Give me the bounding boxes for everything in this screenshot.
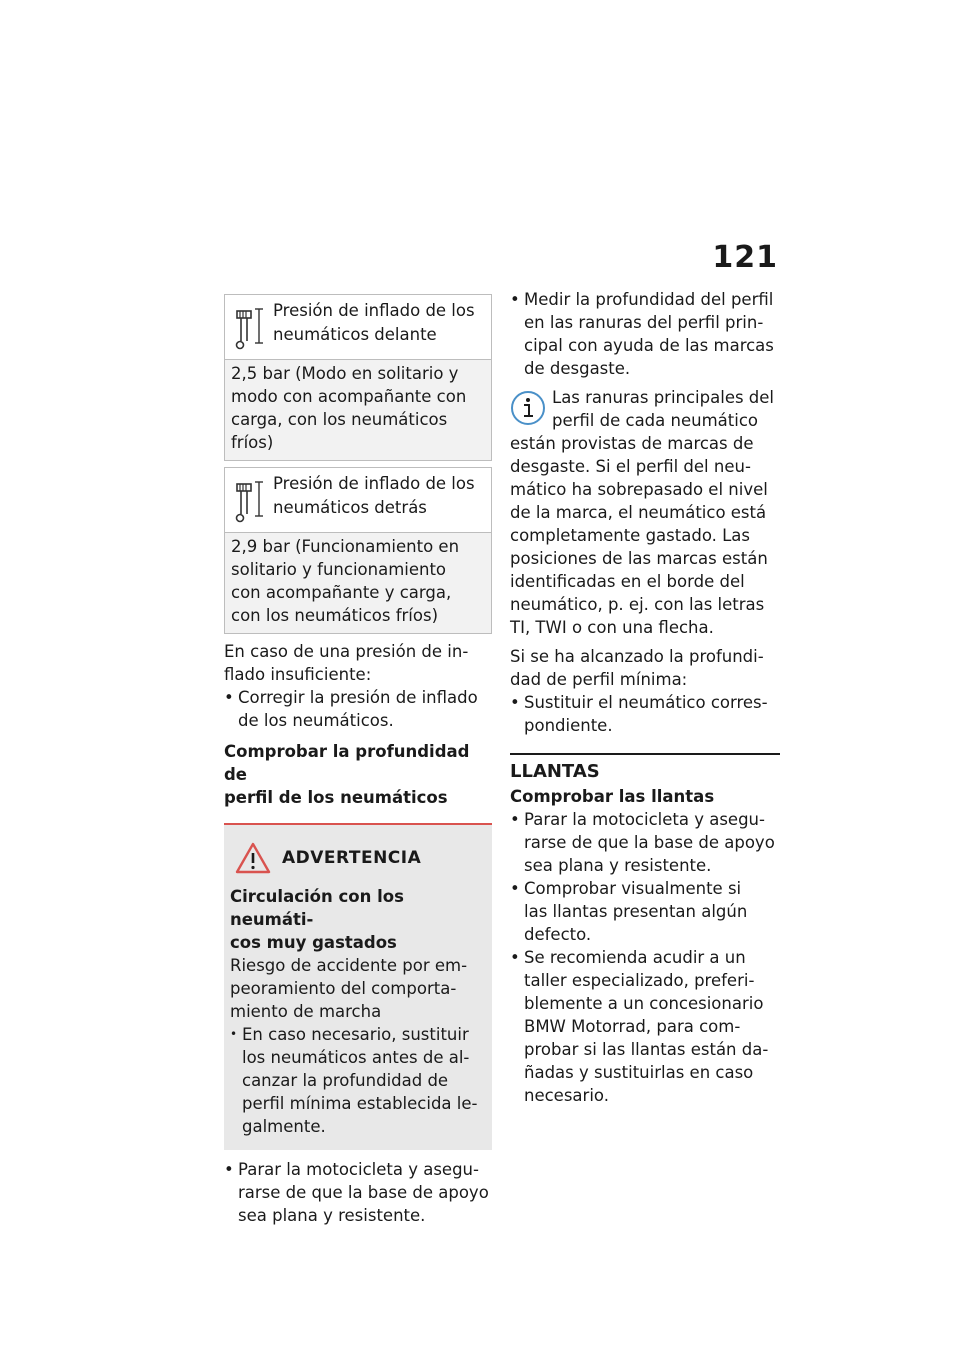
text-line: mático ha sobrepasado el nivel xyxy=(510,480,768,499)
text-line: blemente a un concesionario xyxy=(524,994,764,1013)
section-title: LLANTAS xyxy=(510,761,600,782)
tread-depth-heading xyxy=(224,740,492,809)
warning-subtitle xyxy=(230,885,486,954)
list-item xyxy=(510,691,780,737)
spec-front-title-line: Presión de inflado de los xyxy=(273,301,475,320)
warning-header xyxy=(230,841,486,875)
info-icon xyxy=(510,390,546,426)
text-line: rarse de que la base de apoyo xyxy=(238,1183,489,1202)
spec-rear-value-line: solitario y funcionamiento xyxy=(231,560,447,579)
text-line: • En caso necesario, sustituir xyxy=(242,1025,469,1044)
warning-triangle-icon xyxy=(234,841,272,875)
text-line: miento de marcha xyxy=(230,1002,382,1021)
section-header-rims xyxy=(510,753,780,785)
text-line: Si se ha alcanzado la profundi- xyxy=(510,647,764,666)
left-column xyxy=(224,294,492,1227)
list-item xyxy=(510,288,780,380)
text-line: • Corregir la presión de inflado xyxy=(238,688,478,707)
text-line: los neumáticos antes de al- xyxy=(242,1048,470,1067)
text-line: rarse de que la base de apoyo xyxy=(524,833,775,852)
text-line: BMW Motorrad, para com- xyxy=(524,1017,741,1036)
text-line: Comprobar la profundidad de xyxy=(224,742,470,784)
text-line: posiciones de las marcas están xyxy=(510,549,768,568)
spec-rear-value xyxy=(225,533,491,633)
text-line: cipal con ayuda de las marcas xyxy=(524,336,774,355)
text-line: sea plana y resistente. xyxy=(238,1206,426,1225)
text-line: probar si las llantas están da- xyxy=(524,1040,769,1059)
text-line: las llantas presentan algún xyxy=(524,902,748,921)
text-line: • Se recomienda acudir a un xyxy=(524,948,746,967)
warning-description xyxy=(230,954,486,1023)
spec-rear-header xyxy=(225,468,491,533)
text-line: ñadas y sustituirlas en caso xyxy=(524,1063,754,1082)
text-line: en las ranuras del perfil prin- xyxy=(524,313,764,332)
spec-front-header xyxy=(225,295,491,360)
spec-front-value-line: modo con acompañante con xyxy=(231,387,467,406)
list-item xyxy=(230,1023,486,1138)
rims-check-heading: Comprobar las llantas xyxy=(510,787,715,806)
list-item xyxy=(224,686,492,732)
text-line: galmente. xyxy=(242,1117,326,1136)
spec-front-value-line: carga, con los neumáticos xyxy=(231,410,448,429)
list-item xyxy=(224,1158,492,1227)
spec-front-title xyxy=(273,299,475,347)
spec-front-pressure xyxy=(224,294,492,461)
text-line: • Sustituir el neumático corres- xyxy=(524,693,768,712)
text-line: dad de perfil mínima: xyxy=(510,670,688,689)
min-depth-text xyxy=(510,645,780,691)
list-item xyxy=(510,808,780,877)
text-line: Las ranuras principales del xyxy=(552,388,775,407)
spec-front-value-line: 2,5 bar (Modo en solitario y xyxy=(231,364,459,383)
warning-title: ADVERTENCIA xyxy=(282,848,422,868)
text-line: perfil de los neumáticos xyxy=(224,788,448,807)
text-line: perfil mínima establecida le- xyxy=(242,1094,478,1113)
text-line: En caso de una presión de in- xyxy=(224,642,469,661)
text-line: • Parar la motocicleta y asegu- xyxy=(524,810,765,829)
text-line: cos muy gastados xyxy=(230,933,397,952)
text-line: neumático, p. ej. con las letras xyxy=(510,595,765,614)
text-line: Riesgo de accidente por em- xyxy=(230,956,468,975)
text-line: pondiente. xyxy=(524,716,613,735)
text-line: • Comprobar visualmente si xyxy=(524,879,742,898)
right-column xyxy=(510,288,780,1107)
text-line: peoramiento del comporta- xyxy=(230,979,457,998)
text-line: canzar la profundidad de xyxy=(242,1071,449,1090)
spec-rear-value-line: con acompañante y carga, xyxy=(231,583,452,602)
text-line: perfil de cada neumático xyxy=(552,411,758,430)
tire-pressure-gauge-icon xyxy=(231,478,267,524)
text-line: flado insuficiente: xyxy=(224,665,372,684)
text-line: TI, TWI o con una flecha. xyxy=(510,618,714,637)
text-line: de los neumáticos. xyxy=(238,711,394,730)
text-line: de desgaste. xyxy=(524,359,631,378)
text-line: identificadas en el borde del xyxy=(510,572,745,591)
spec-rear-title-line: neumáticos detrás xyxy=(273,498,427,517)
page-number: 121 xyxy=(712,240,778,275)
spec-front-title-line: neumáticos delante xyxy=(273,325,437,344)
text-line: Circulación con los neumáti- xyxy=(230,887,404,929)
text-line: taller especializado, preferi- xyxy=(524,971,755,990)
spec-rear-title-line: Presión de inflado de los xyxy=(273,474,475,493)
info-note xyxy=(510,386,780,639)
text-line: necesario. xyxy=(524,1086,609,1105)
warning-box xyxy=(224,823,492,1150)
spec-front-value-line: fríos) xyxy=(231,433,274,452)
spec-rear-value-line: 2,9 bar (Funcionamiento en xyxy=(231,537,460,556)
list-item xyxy=(510,946,780,1107)
list-item xyxy=(510,877,780,946)
spec-rear-title xyxy=(273,472,475,520)
text-line: • Parar la motocicleta y asegu- xyxy=(238,1160,479,1179)
tire-pressure-gauge-icon xyxy=(231,305,267,351)
text-line: de la marca, el neumático está xyxy=(510,503,767,522)
text-line: defecto. xyxy=(524,925,592,944)
text-line: desgaste. Si el perfil del neu- xyxy=(510,457,751,476)
text-line: completamente gastado. Las xyxy=(510,526,751,545)
text-line: • Medir la profundidad del perfil xyxy=(524,290,774,309)
text-line: están provistas de marcas de xyxy=(510,434,754,453)
spec-rear-pressure xyxy=(224,467,492,634)
text-line: sea plana y resistente. xyxy=(524,856,712,875)
spec-front-value xyxy=(225,360,491,460)
spec-rear-value-line: con los neumáticos fríos) xyxy=(231,606,439,625)
low-pressure-intro xyxy=(224,640,492,686)
